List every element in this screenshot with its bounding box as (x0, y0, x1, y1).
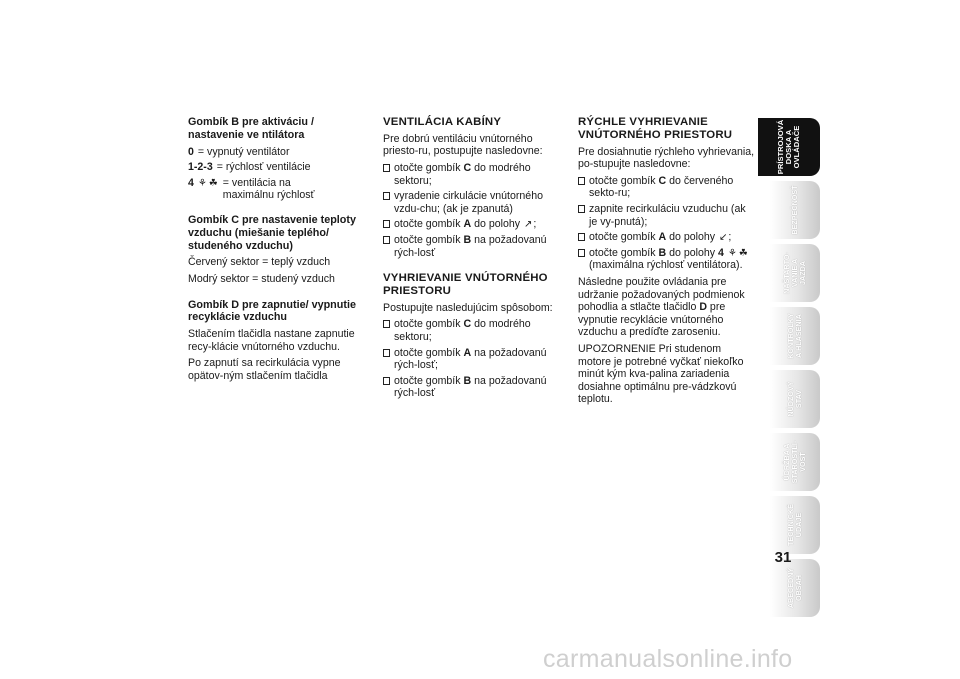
column-right (578, 116, 756, 410)
list-item: zapnite recirkuláciu vzuduchu (ak je vy-pnutá); (578, 203, 756, 228)
knob-b-item-0: 0 = vypnutý ventilátor (188, 145, 290, 158)
tab-maintenance[interactable]: ÚDRŽBA A STAROSTLI- VOSŤ (770, 433, 820, 491)
red-sector-text: Červený sektor = teplý vzduch (188, 256, 331, 269)
interior-heating-steps (383, 318, 561, 400)
list-item: otočte gombík C do červeného sekto-ru; (578, 175, 756, 200)
cabin-ventilation-steps (383, 162, 561, 259)
list-item: otočte gombík B do polohy 4 ⚘ ☘ (maximálna rýchlosť ventilátora). (578, 247, 756, 272)
list-item: otočte gombík C do modrého sektoru; (383, 318, 561, 343)
list-item: otočte gombík B na požadovanú rých-losť (383, 234, 561, 259)
knob-b-item-1: 1-2-3 = rýchlosť ventilácie (188, 161, 311, 174)
knob-b-heading: Gombík B pre aktiváciu / nastavenie ve ntilátora (188, 116, 315, 141)
fast-heating-heading: RÝCHLE VYHRIEVANIE VNÚTORNÉHO PRIESTORU (578, 116, 733, 141)
page-number: 31 (774, 549, 792, 566)
fan-icon: ⚘ (727, 247, 737, 259)
list-item: otočte gombík A na požadovanú rých-losť; (383, 347, 561, 372)
fan-icon: ☘ (738, 247, 748, 259)
list-item: otočte gombík A do polohy ↙; (578, 231, 756, 244)
interior-heating-intro: Postupujte nasledujúcim spôsobom: (383, 301, 553, 314)
cabin-ventilation-heading: VENTILÁCIA KABÍNY (383, 116, 502, 128)
chapter-tabs (770, 118, 820, 622)
knob-d-heading: Gombík D pre zapnutie/ vypnutie recyklácie vzduchu (188, 298, 356, 324)
fast-heating-paragraph: Následne použite ovládania pre udržanie požadovaných podmienok pohodlia a stlačte tlačidlo D pre vypnutie recyklácie vnútorného vzduchu a predíďte zaroseniu. (578, 275, 745, 339)
knob-d-paragraph-2: Po zapnutí sa recirkulácia vypne opätov-ným stlačením tlačidla (188, 357, 341, 382)
tab-index[interactable]: ABECEDNÝ OBSAH (770, 559, 820, 617)
list-item: otočte gombík B na požadovanú rých-losť (383, 375, 561, 400)
fast-heating-intro: Pre dosiahnutie rýchleho vyhrievania, po-stupujte nasledovne: (578, 145, 755, 171)
blue-sector-text: Modrý sektor = studený vzduch (188, 272, 335, 285)
fan-icon: ☘ (208, 177, 218, 189)
fan-icon: ⚘ (197, 177, 207, 189)
fast-heating-steps (578, 175, 756, 272)
tab-warning-lights[interactable]: KONTROLKY A HLÁSENIA (770, 307, 820, 365)
list-item: otočte gombík A do polohy ↗; (383, 218, 561, 231)
tab-technical-data[interactable]: TECHNICKÉ ÚDAJE (770, 496, 820, 554)
list-item: otočte gombík C do modrého sektoru; (383, 162, 561, 187)
tab-emergency[interactable]: NÚDZOVÝ STAV (770, 370, 820, 428)
warning-paragraph: UPOZORNENIE Pri studenom motore je potrebné vyčkať niekoľko minút kým kva-palina zariadenia dosiahne optimálnu pre-vádzkovú teplotu. (578, 342, 744, 406)
cabin-ventilation-intro: Pre dobrú ventiláciu vnútorného priesto-ru, postupujte nasledovne: (383, 132, 543, 158)
list-item: vyradenie cirkulácie vnútorného vzdu-chu; (ak je zpanutá) (383, 190, 561, 215)
tab-dashboard-controls[interactable]: PRÍSTROJOVÁ DOSKA A OVLÁDAČE (758, 118, 820, 176)
face-vent-icon: ↗ (524, 219, 533, 231)
tab-safety[interactable]: BEZPEČNOSŤ (770, 181, 820, 239)
floor-vent-icon: ↙ (719, 232, 728, 244)
watermark: carmanualsonline.info (543, 645, 793, 673)
knob-d-paragraph-1: Stlačením tlačidla nastane zapnutie recy-klácie vnútorného vzduchu. (188, 328, 355, 353)
knob-c-heading: Gombík C pre nastavenie teploty vzduchu (miešanie teplého/ studeného vzduchu) (188, 213, 356, 252)
interior-heating-heading: VYHRIEVANIE VNÚTORNÉHO PRIESTORU (383, 272, 548, 297)
column-middle (383, 116, 561, 404)
knob-b-item-2: 4 ⚘ ☘ = ventilácia na maximálnu rýchlosť (188, 176, 315, 202)
tab-starting-driving[interactable]: NAŠTARTO- VANIE A JAZDA (770, 244, 820, 302)
column-left (188, 116, 366, 387)
